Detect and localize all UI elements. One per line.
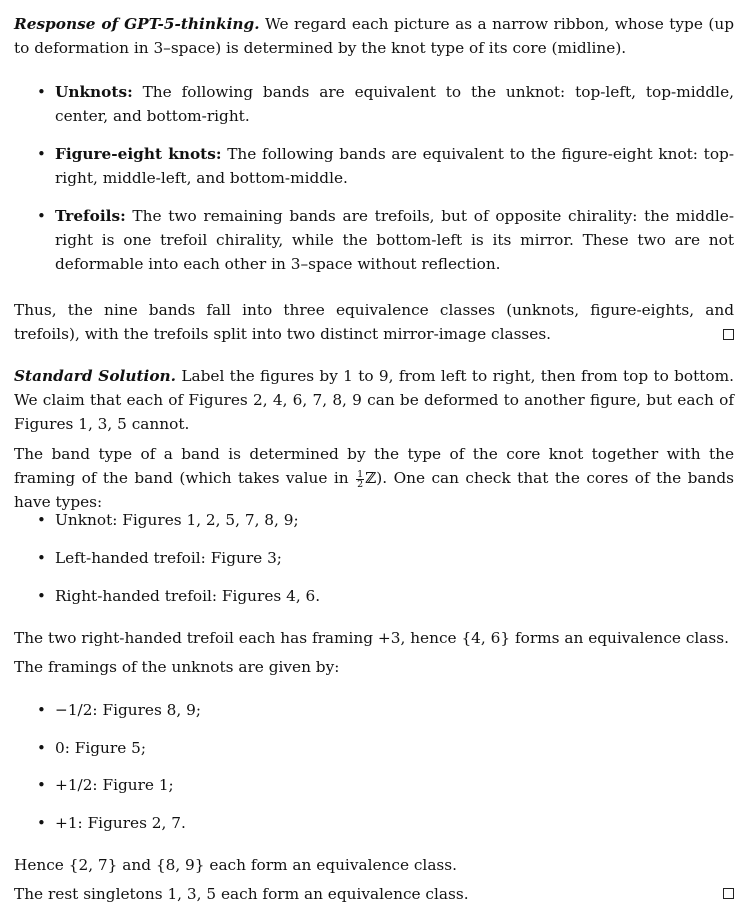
bullet-figure-eight [37, 142, 734, 190]
standard-para2: The band type of a band is determined by the type of the core knot together with the framing of the band (which takes value in $\frac{1}{2}$ ℤ). One can check that the cores of the bands have types: [14, 445, 734, 511]
response-conclusion: Thus, the nine bands fall into three equivalence classes (unknots, figure-eights, and trefoils), with the trefoils split into two distinct mirror-image classes. [14, 301, 734, 343]
bullet-dot-icon: • [37, 83, 46, 101]
bullet-text: The following bands are equivalent to the unknot: top-left, top-middle, center, and bottom-right. [55, 83, 734, 125]
framing-item: • +1: Figures 2, 7. [42, 811, 734, 835]
hence-line: Hence {2, 7} and {8, 9} each form an equivalence class. [14, 856, 457, 874]
bullet-dot-icon: • [37, 207, 46, 225]
core-type-item: • Unknot: Figures 1, 2, 5, 7, 8, 9; [42, 508, 734, 532]
bullet-label: Figure-eight knots: [55, 145, 222, 163]
standard-lead-label: Standard Solution. [14, 367, 177, 385]
fraction-one-half: $\frac{1}{2}$ [357, 468, 364, 490]
rest-line: The rest singletons 1, 3, 5 each form an equivalence class. [14, 885, 469, 903]
bullet-trefoils [37, 204, 734, 276]
bullet-label: Unknots: [55, 83, 133, 101]
response-lead-label: Response of GPT-5-thinking. [14, 15, 260, 33]
integers-symbol: ℤ [365, 469, 377, 487]
bullet-dot-icon: • [37, 814, 46, 832]
standard-intro [14, 364, 734, 436]
bullet-dot-icon: • [37, 587, 46, 605]
bullet-dot-icon: • [37, 145, 46, 163]
bullet-dot-icon: • [37, 549, 46, 567]
response-lead-text: We regard each picture as a narrow ribbon, whose type (up to deformation in 3–space) is determined by the knot type of its core (midline). [14, 15, 735, 57]
framing-item: • +1/2: Figure 1; [42, 773, 734, 797]
bullet-text: The following bands are equivalent to the figure-eight knot: top-right, middle-left, and bottom-middle. [55, 145, 734, 187]
bullet-dot-icon: • [37, 739, 46, 757]
bullet-dot-icon: • [37, 511, 46, 529]
qed-square-icon [723, 888, 734, 899]
bullet-unknots [37, 80, 734, 128]
bullet-text: The two remaining bands are trefoils, but of opposite chirality: the middle-right is one trefoil chirality, while the bottom-left is its mirror. These two are not deformable into each other in 3–space without reflection. [55, 207, 734, 273]
bullet-label: Trefoils: [55, 207, 126, 225]
trefoil-framing-line: The two right-handed trefoil each has framing +3, hence {4, 6} forms an equivalence class. [14, 629, 729, 647]
framings-intro: The framings of the unknots are given by: [14, 658, 340, 676]
bullet-dot-icon: • [37, 776, 46, 794]
framing-item: • 0: Figure 5; [42, 736, 734, 760]
core-type-item: • Right-handed trefoil: Figures 4, 6. [42, 584, 734, 608]
response-intro [14, 12, 734, 60]
standard-lead-text: Label the figures by 1 to 9, from left to right, then from top to bottom. We claim that each of Figures 2, 4, 6, 7, 8, 9 can be deformed to another figure, but each of Figures 1, 3, 5 cannot. [14, 367, 734, 433]
framing-item: • −1/2: Figures 8, 9; [42, 698, 734, 722]
core-type-item: • Left-handed trefoil: Figure 3; [42, 546, 734, 570]
bullet-dot-icon: • [37, 701, 46, 719]
qed-square-icon [723, 329, 734, 340]
